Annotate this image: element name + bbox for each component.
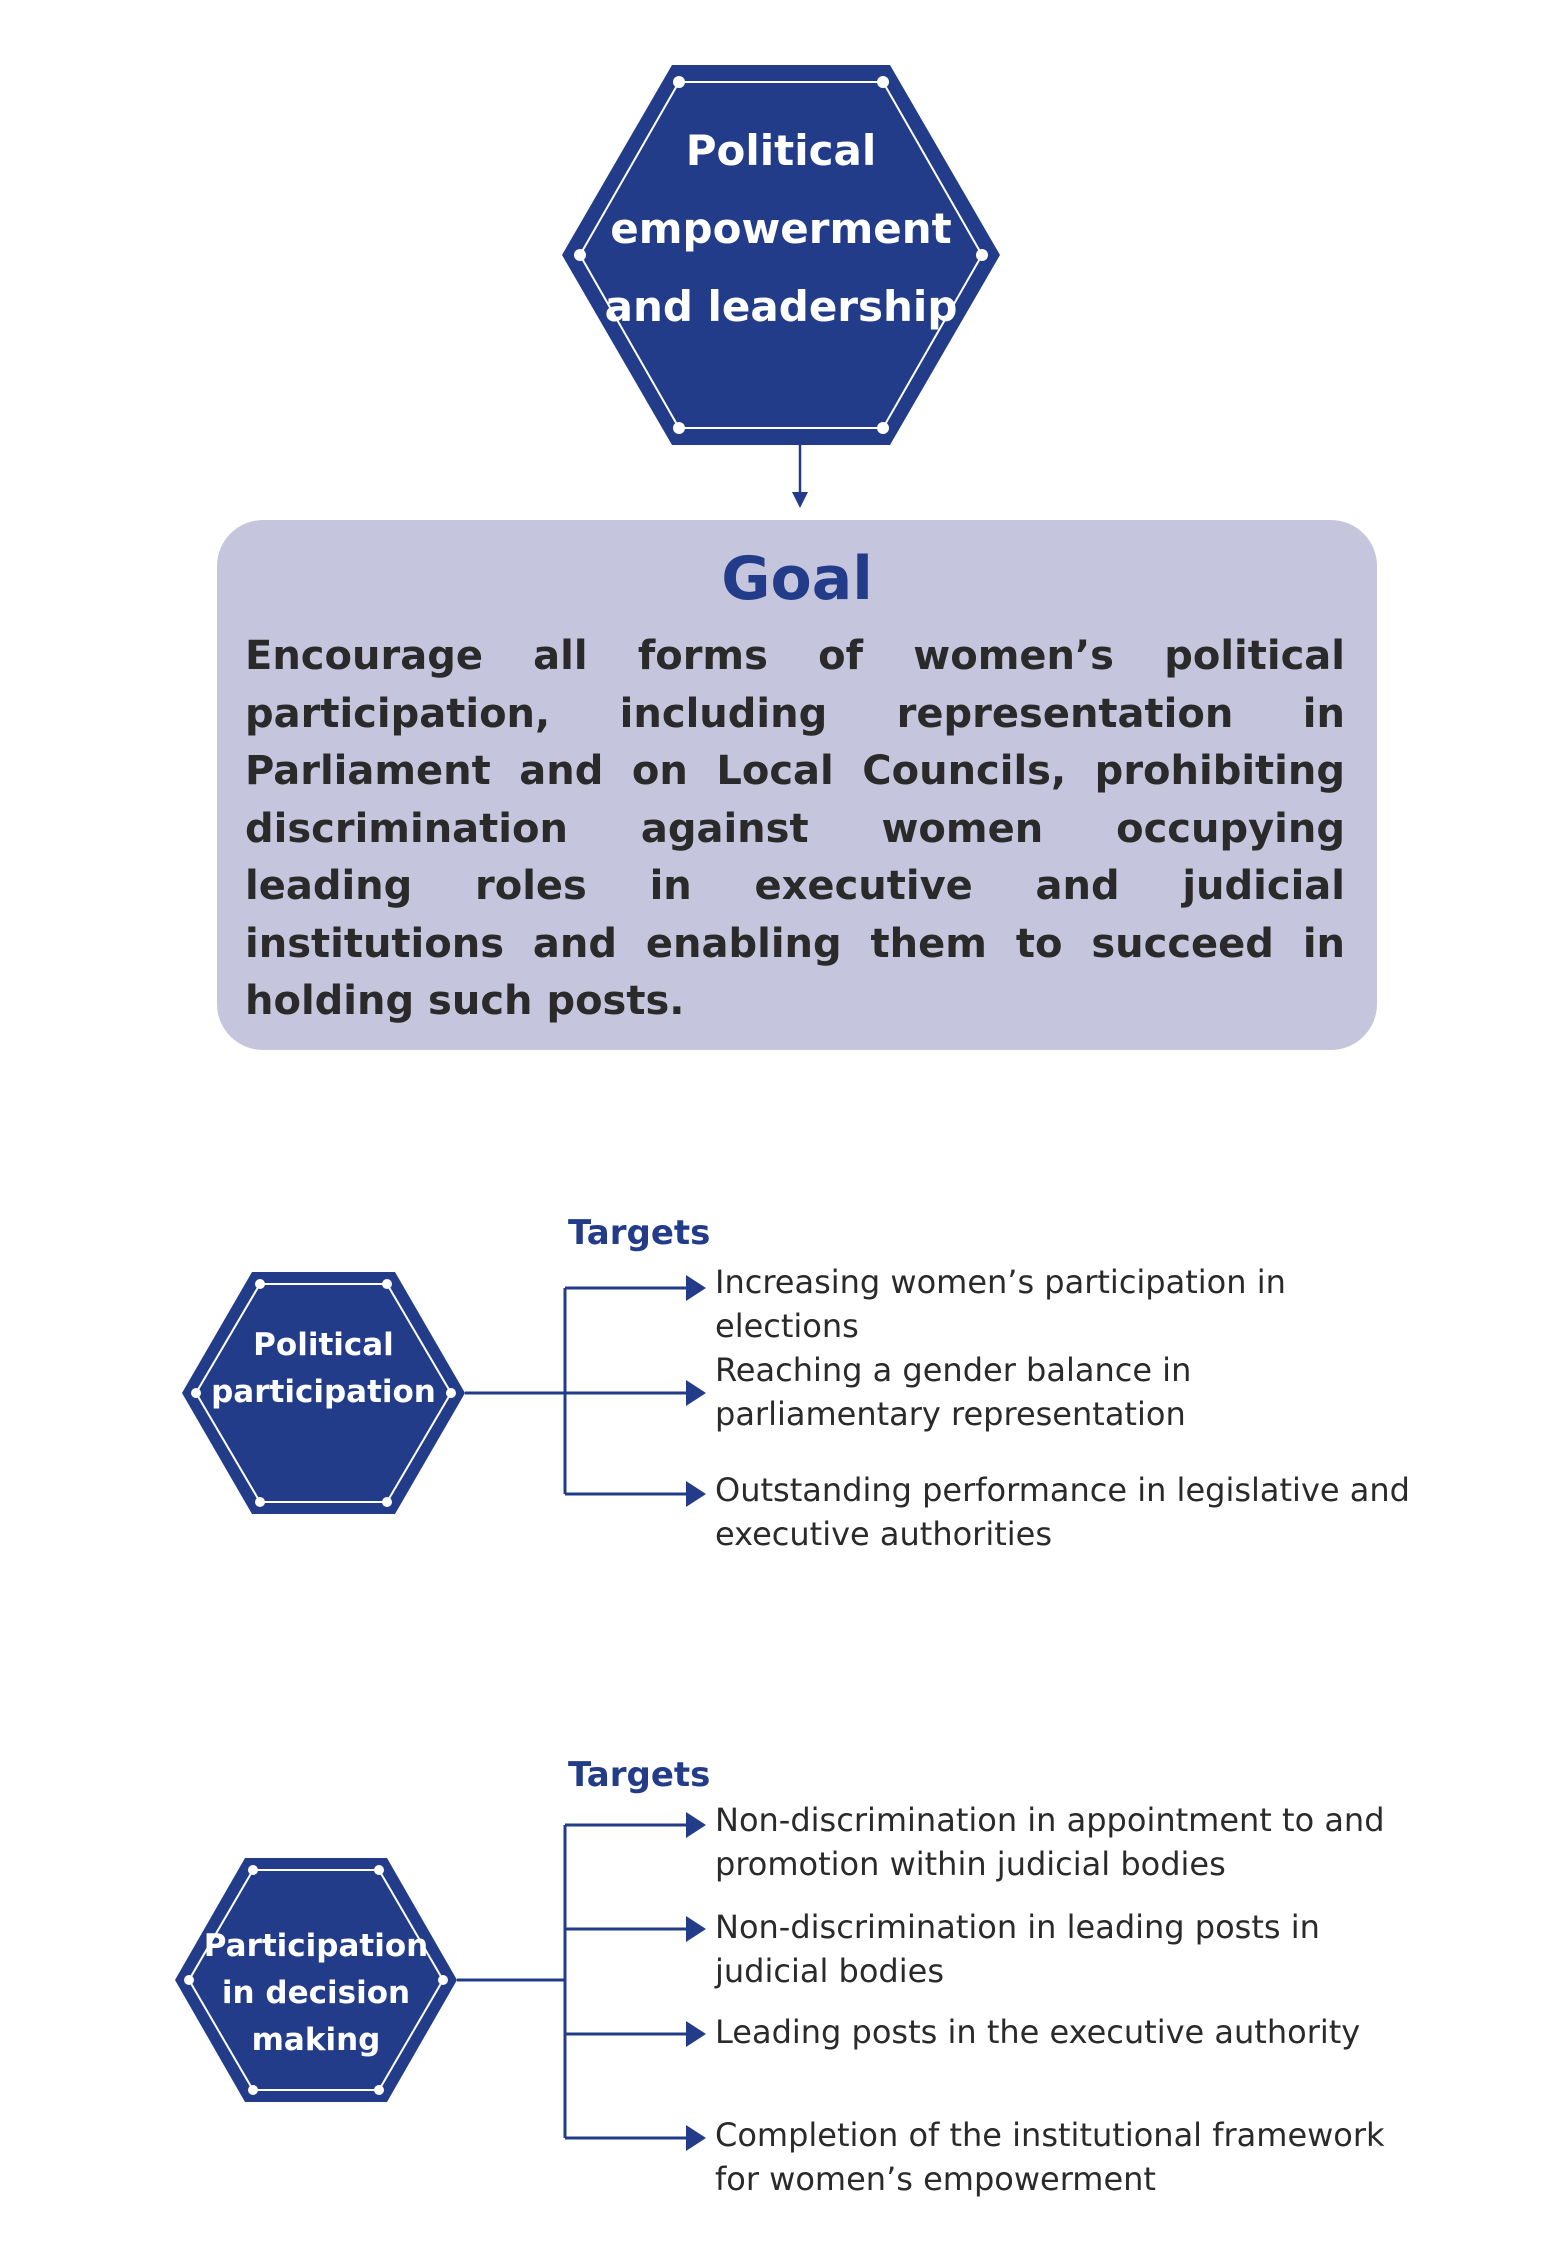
target-item: Completion of the institutional framework for women’s empowerment	[715, 2116, 1385, 2198]
target-item: Increasing women’s participation in elections	[715, 1263, 1286, 1345]
main-hexagon-line: Political	[685, 126, 877, 175]
connectors-group-2	[457, 1825, 690, 2138]
main-hexagon-line: empowerment	[610, 204, 952, 253]
target-item: Non-discrimination in leading posts in judicial bodies	[715, 1908, 1320, 1990]
hexagon-political-participation-label	[205, 1322, 442, 1416]
arrow-head	[686, 1812, 706, 1838]
hexagon-line: Participation	[203, 1928, 429, 1964]
targets-label: Targets	[568, 1755, 711, 1795]
main-arrow-down	[792, 445, 808, 508]
hexagon-line: participation	[211, 1374, 436, 1410]
goal-title: Goal	[721, 544, 873, 614]
target-item: Outstanding performance in legislative and executive authorities	[715, 1471, 1410, 1553]
arrowheads-group-1	[686, 1275, 706, 1507]
arrow-head	[686, 1380, 706, 1406]
target-item: Non-discrimination in appointment to and promotion within judicial bodies	[715, 1801, 1385, 1883]
arrowheads-group-2	[686, 1812, 706, 2151]
goal-text: Encourage all forms of women’s political participation, including representation in Parliament and on Local Councils, prohibiting discrimination against women occupying leading roles in executive and judicial institutions and enabling them to succeed in holding such posts.	[245, 633, 1345, 1024]
target-item: Leading posts in the executive authority	[715, 2013, 1361, 2051]
main-hexagon-line: and leadership	[604, 282, 958, 331]
arrow-head	[686, 2021, 706, 2047]
hexagon-line: Political	[253, 1327, 394, 1363]
arrow-head	[686, 2125, 706, 2151]
hexagon-line: in decision	[221, 1975, 411, 2011]
hexagon-line: making	[251, 2022, 381, 2058]
arrow-head	[686, 1481, 706, 1507]
target-item: Reaching a gender balance in parliamentary representation	[715, 1351, 1192, 1433]
connectors-group-1	[465, 1288, 690, 1494]
arrow-head	[686, 1275, 706, 1301]
arrow-head	[686, 1916, 706, 1942]
hexagon-decision-making-label	[196, 1923, 436, 2064]
main-hexagon-label	[600, 112, 962, 346]
targets-label: Targets	[568, 1213, 711, 1253]
goal-box	[217, 520, 1377, 1050]
